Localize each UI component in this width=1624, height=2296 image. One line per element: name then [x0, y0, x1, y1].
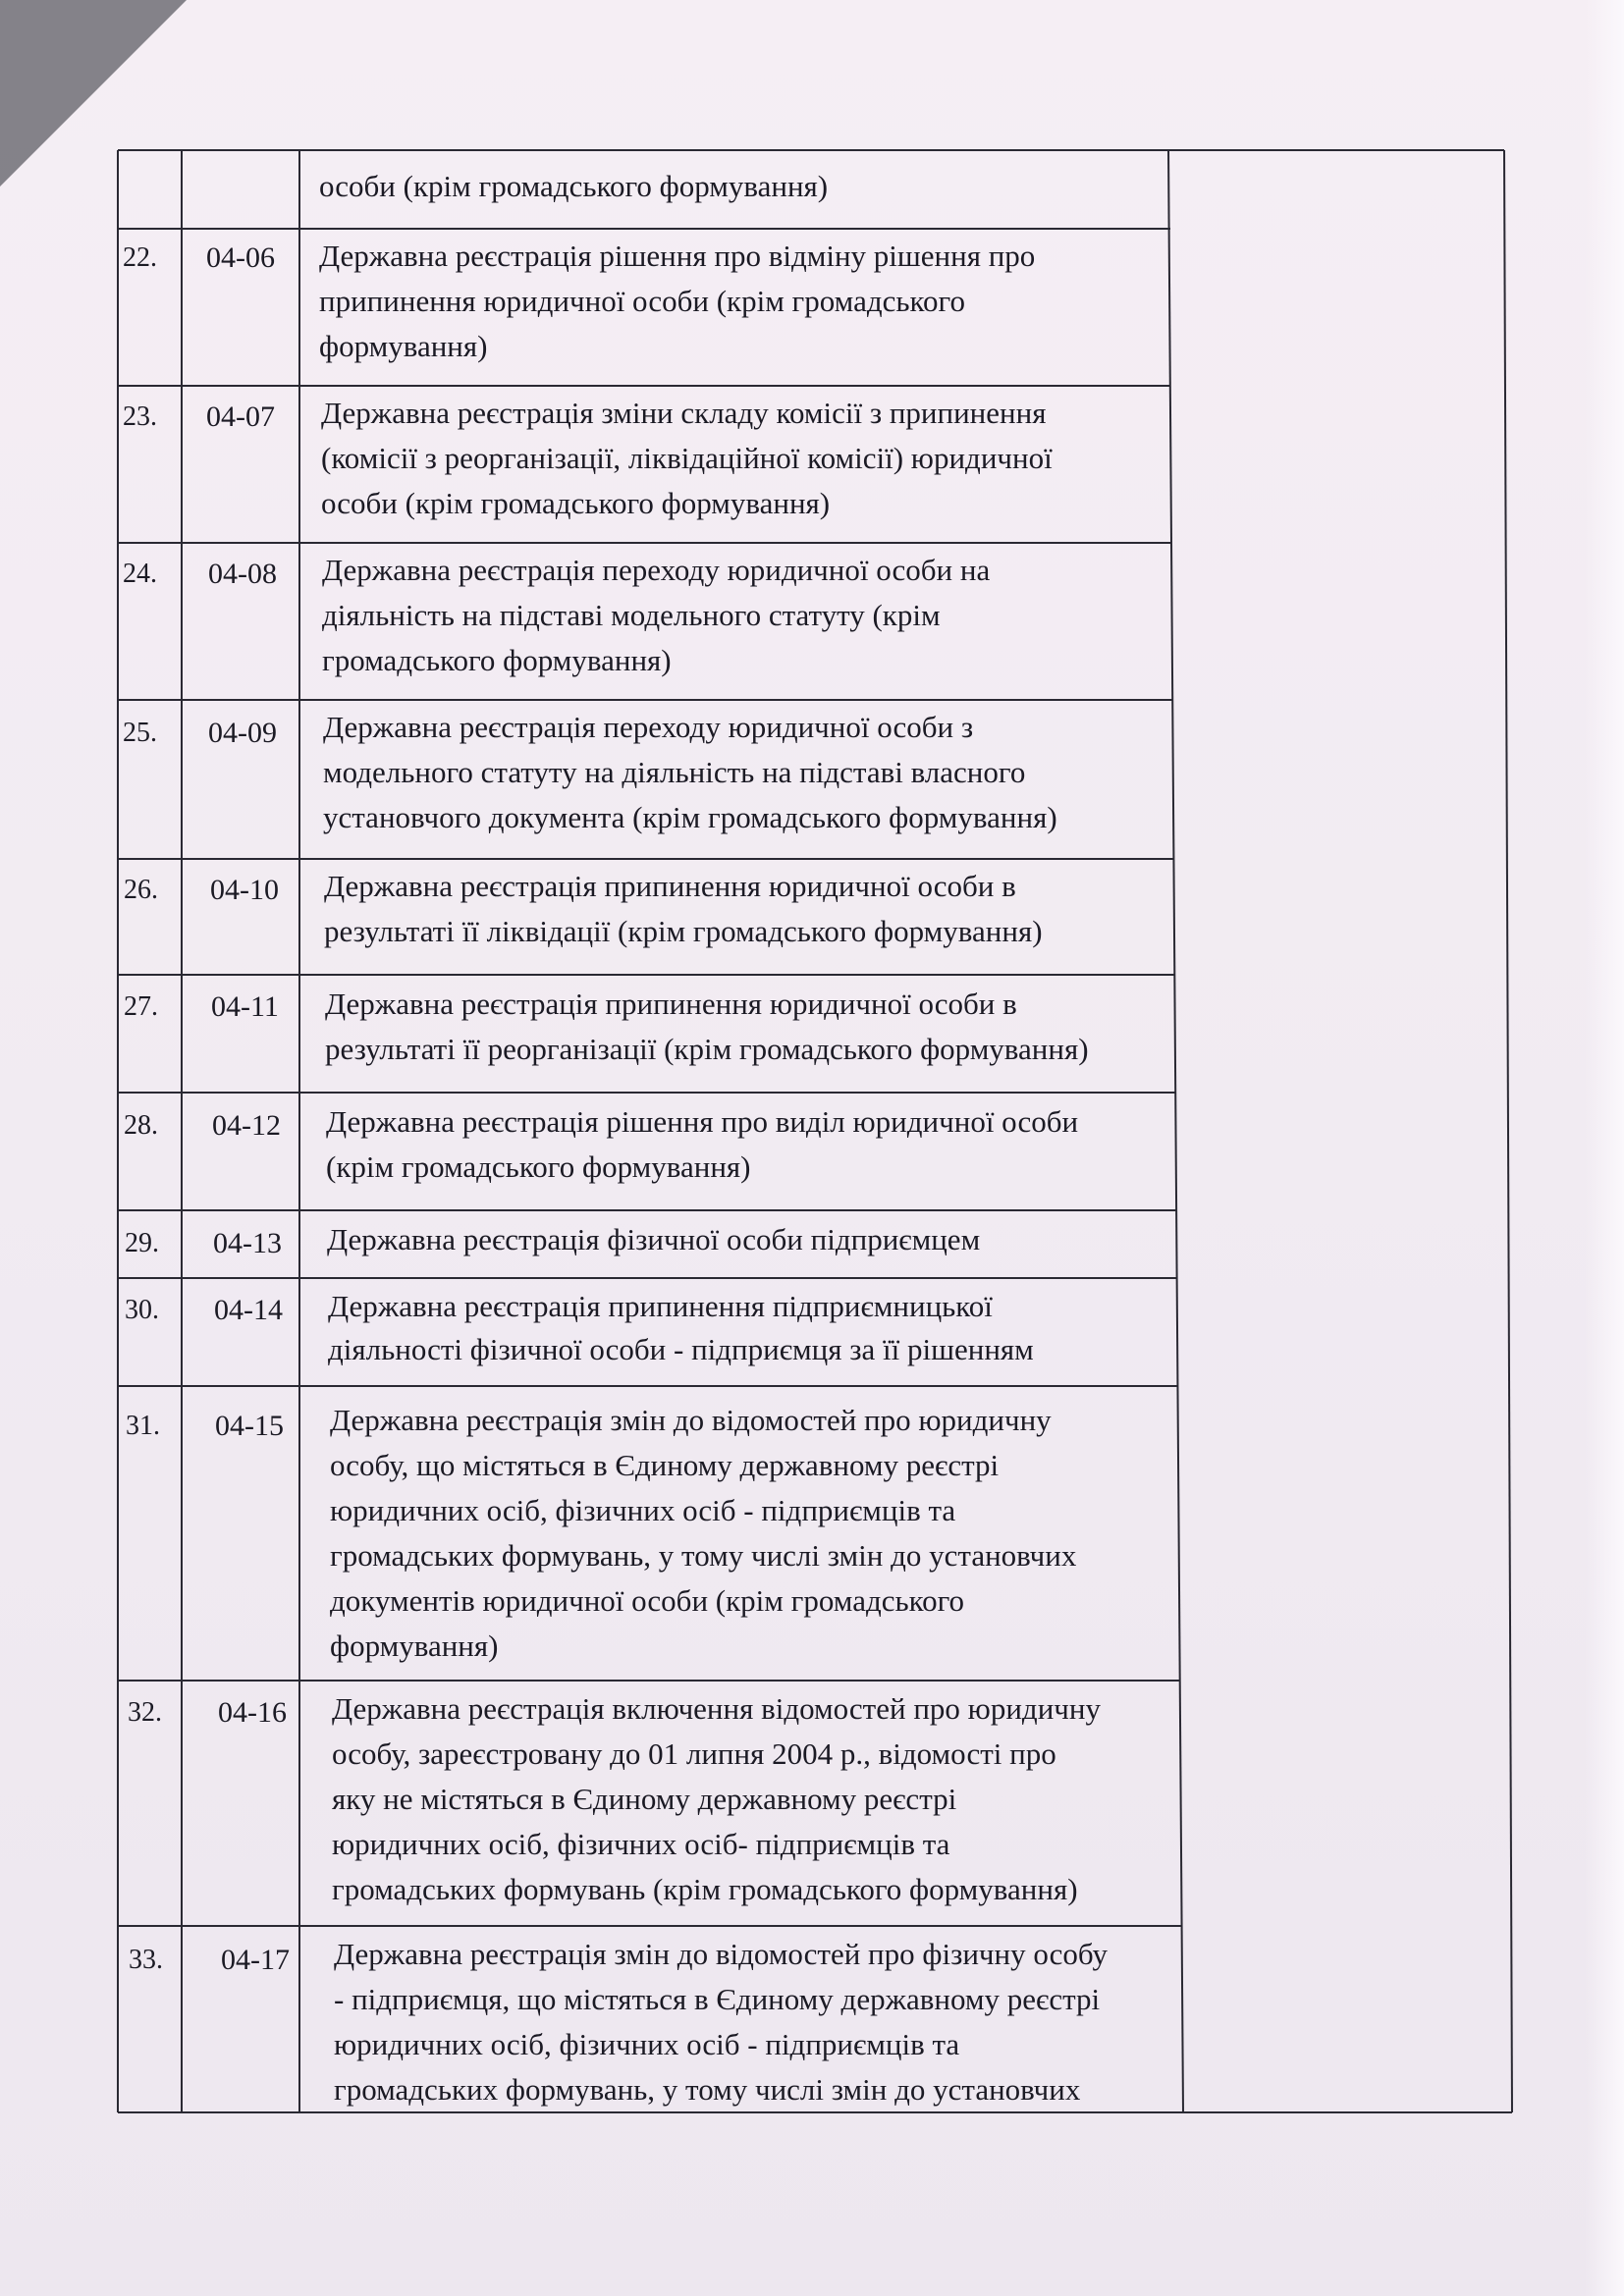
row-text-line: Державна реєстрація припинення юридичної особи в: [324, 869, 1016, 903]
row-text-line: модельного статуту на діяльність на підставі власного: [323, 755, 1026, 789]
row-number: 23.: [123, 401, 157, 432]
row-code: 04-13: [213, 1227, 282, 1259]
row-text-line: Державна реєстрація рішення про виділ юридичної особи: [326, 1104, 1079, 1139]
row-text-line: формування): [330, 1629, 499, 1663]
row-text-line: Державна реєстрація припинення підприємницької: [328, 1289, 993, 1323]
row-text-line: установчого документа (крім громадського формування): [323, 800, 1057, 834]
row-text-line: Державна реєстрація змін до відомостей про юридичну: [330, 1403, 1052, 1437]
row-text-line: Державна реєстрація змін до відомостей про фізичну особу: [334, 1937, 1108, 1971]
row-number: 28.: [124, 1110, 158, 1141]
row-text-line: припинення юридичної особи (крім громадського: [319, 284, 965, 318]
row-number: 30.: [125, 1295, 159, 1325]
row-code: 04-09: [208, 717, 277, 749]
row-text-line: громадських формувань, у тому числі змін до установчих: [330, 1538, 1077, 1573]
row-text-line: - підприємця, що містяться в Єдиному державному реєстрі: [334, 1982, 1101, 2016]
row-code: 04-10: [210, 874, 279, 906]
row-code: 04-12: [212, 1109, 281, 1142]
row-number: 25.: [123, 718, 157, 748]
row-text-line: особу, що містяться в Єдиному державному реєстрі: [330, 1448, 1000, 1482]
row-text-line: особи (крім громадського формування): [319, 169, 829, 203]
row-text-line: (крім громадського формування): [326, 1149, 751, 1184]
row-text-line: громадських формувань (крім громадського формування): [332, 1872, 1078, 1906]
row-number: 33.: [129, 1945, 163, 1975]
row-text-line: Державна реєстрація рішення про відміну рішення про: [319, 239, 1036, 273]
row-code: 04-16: [218, 1696, 287, 1729]
row-text-line: яку не містяться в Єдиному державному реєстрі: [332, 1782, 957, 1816]
row-code: 04-07: [206, 400, 275, 433]
row-code: 04-14: [214, 1294, 283, 1326]
row-text-line: діяльність на підставі модельного статуту (крім: [322, 598, 941, 632]
row-text-line: Державна реєстрація включення відомостей про юридичну: [332, 1691, 1101, 1726]
row-code: 04-11: [211, 990, 279, 1023]
row-text-line: (комісії з реорганізації, ліквідаційної комісії) юридичної: [321, 441, 1053, 475]
row-text-line: документів юридичної особи (крім громадського: [330, 1583, 965, 1618]
row-text-line: юридичних осіб, фізичних осіб - підприємців та: [334, 2027, 960, 2061]
row-number: 27.: [124, 991, 158, 1022]
row-number: 31.: [126, 1411, 160, 1441]
row-code: 04-15: [215, 1410, 284, 1442]
row-text-line: результаті її ліквідації (крім громадського формування): [324, 914, 1043, 948]
row-number: 32.: [128, 1697, 162, 1728]
scan-edge-shade: [1585, 0, 1624, 2296]
row-text-line: Державна реєстрація переходу юридичної особи з: [323, 710, 974, 744]
row-text-line: особу, зареєстровану до 01 липня 2004 р., відомості про: [332, 1736, 1056, 1771]
row-text-line: діяльності фізичної особи - підприємця за її рішенням: [328, 1332, 1034, 1366]
row-code: 04-08: [208, 558, 277, 590]
scan-corner-shadow: [0, 0, 187, 187]
row-text-line: формування): [319, 329, 488, 363]
row-text-line: Державна реєстрація припинення юридичної особи в: [325, 987, 1017, 1021]
row-number: 22.: [123, 242, 157, 273]
row-text-line: Державна реєстрація фізичної особи підприємцем: [327, 1222, 981, 1256]
row-code: 04-06: [206, 241, 275, 274]
row-text-line: Державна реєстрація зміни складу комісії з припинення: [321, 396, 1047, 430]
row-text-line: юридичних осіб, фізичних осіб - підприємців та: [330, 1493, 956, 1527]
row-text-line: громадських формувань, у тому числі змін до установчих: [334, 2072, 1081, 2107]
row-text-line: громадського формування): [322, 643, 672, 677]
row-number: 29.: [125, 1228, 159, 1258]
row-number: 24.: [123, 559, 157, 589]
row-code: 04-17: [221, 1944, 290, 1976]
row-text-line: Державна реєстрація переходу юридичної особи на: [322, 553, 991, 587]
row-text-line: юридичних осіб, фізичних осіб- підприємців та: [332, 1827, 950, 1861]
row-text-line: результаті її реорганізації (крім громадського формування): [325, 1032, 1089, 1066]
row-number: 26.: [124, 875, 158, 905]
row-text-line: особи (крім громадського формування): [321, 486, 831, 520]
